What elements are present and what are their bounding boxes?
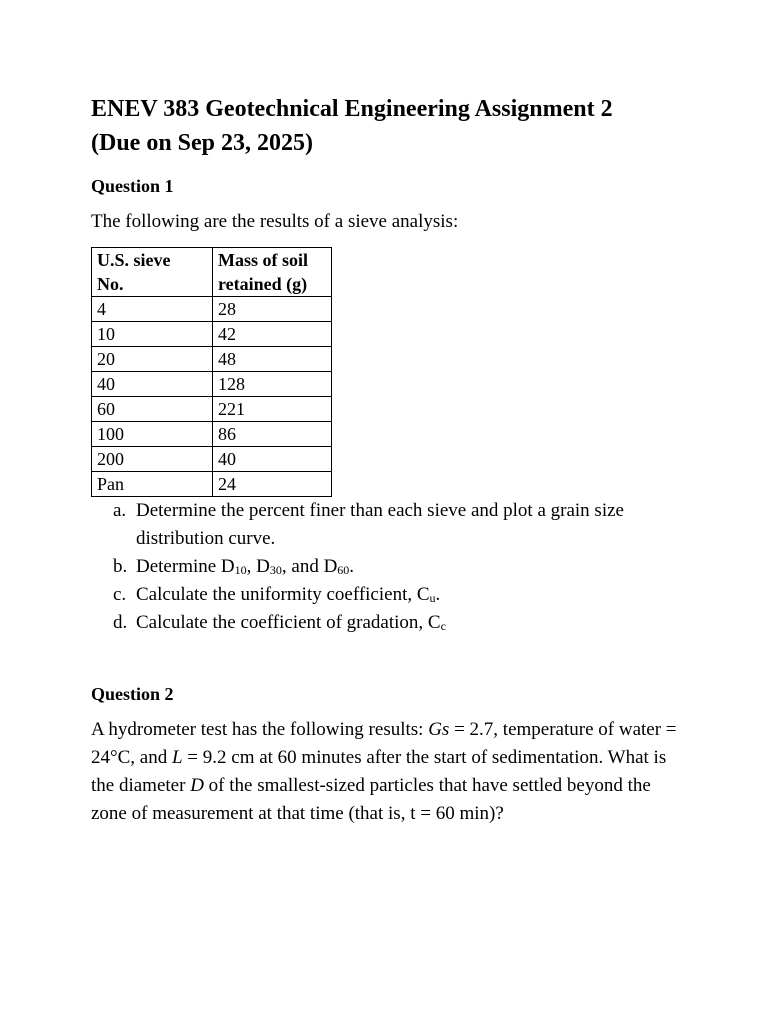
sieve-cell: 60 [92, 397, 213, 422]
part-b-end: . [349, 556, 355, 577]
q2-text-part-2: = 2.7, temperature of water = 24°C, and [91, 719, 677, 768]
question-1-parts-list [91, 497, 691, 637]
part-a-line-2: distribution curve. [136, 528, 276, 549]
title-line-2: (Due on Sep 23, 2025) [91, 130, 314, 156]
sieve-header-line-2: No. [97, 274, 124, 294]
mass-header-line-1: Mass of soil [218, 250, 308, 270]
part-c-text: Calculate the uniformity coefficient, C [136, 584, 430, 605]
cc-subscript: c [440, 619, 446, 633]
part-a-marker: a. [113, 500, 127, 521]
part-b-separator-1: , D [246, 556, 270, 577]
part-a [91, 497, 691, 553]
part-d-marker: d. [113, 612, 128, 633]
sieve-analysis-table [91, 247, 332, 497]
mass-cell: 221 [213, 397, 332, 422]
q2-text-part-4: of the smallest-sized particles that have settled beyond the zone of measurement at that time (that is, t = 60 min)? [91, 775, 651, 824]
sieve-column-header [92, 248, 213, 297]
table-row [92, 447, 332, 472]
part-d [91, 609, 691, 637]
mass-cell: 24 [213, 472, 332, 497]
d-symbol: D [190, 775, 204, 796]
part-b [91, 553, 691, 581]
page-title [91, 92, 691, 160]
part-c-end: . [435, 584, 441, 605]
question-1-intro: The following are the results of a sieve analysis: [91, 211, 459, 232]
question-1-heading: Question 1 [91, 176, 174, 196]
part-c-marker: c. [113, 584, 127, 605]
mass-cell: 86 [213, 422, 332, 447]
l-symbol: L [171, 747, 183, 768]
gs-symbol: Gs [428, 719, 450, 740]
table-row [92, 422, 332, 447]
d60-subscript: 60 [337, 563, 350, 577]
table-row [92, 372, 332, 397]
sieve-cell: 20 [92, 347, 213, 372]
mass-cell: 40 [213, 447, 332, 472]
mass-cell: 48 [213, 347, 332, 372]
sieve-cell: 40 [92, 372, 213, 397]
table-row [92, 347, 332, 372]
question-2-heading: Question 2 [91, 684, 174, 704]
part-b-marker: b. [113, 556, 128, 577]
mass-cell: 42 [213, 322, 332, 347]
part-b-separator-2: , and D [281, 556, 338, 577]
part-a-line-1: Determine the percent finer than each sieve and plot a grain size [136, 500, 624, 521]
q2-text-part-1: A hydrometer test has the following results: [91, 719, 429, 740]
cu-subscript: u [429, 591, 436, 605]
table-row [92, 322, 332, 347]
sieve-cell: Pan [92, 472, 213, 497]
mass-header-line-2: retained (g) [218, 274, 308, 294]
sieve-cell: 200 [92, 447, 213, 472]
part-c [91, 581, 691, 609]
part-d-text: Calculate the coefficient of gradation, C [136, 612, 441, 633]
mass-cell: 128 [213, 372, 332, 397]
q2-text-part-3: = 9.2 cm at 60 minutes after the start of sedimentation. What is the diameter [91, 747, 667, 796]
question-2-text [91, 716, 691, 828]
document-page [91, 92, 691, 828]
mass-cell: 28 [213, 297, 332, 322]
d30-subscript: 30 [269, 563, 282, 577]
sieve-cell: 4 [92, 297, 213, 322]
sieve-cell: 10 [92, 322, 213, 347]
table-row [92, 472, 332, 497]
table-row [92, 297, 332, 322]
table-header-row [92, 248, 332, 297]
part-b-text: Determine D [136, 556, 235, 577]
d10-subscript: 10 [234, 563, 247, 577]
table-row [92, 397, 332, 422]
sieve-header-line-1: U.S. sieve [97, 250, 171, 270]
sieve-cell: 100 [92, 422, 213, 447]
mass-column-header [213, 248, 332, 297]
title-line-1: ENEV 383 Geotechnical Engineering Assignment 2 [91, 96, 613, 122]
